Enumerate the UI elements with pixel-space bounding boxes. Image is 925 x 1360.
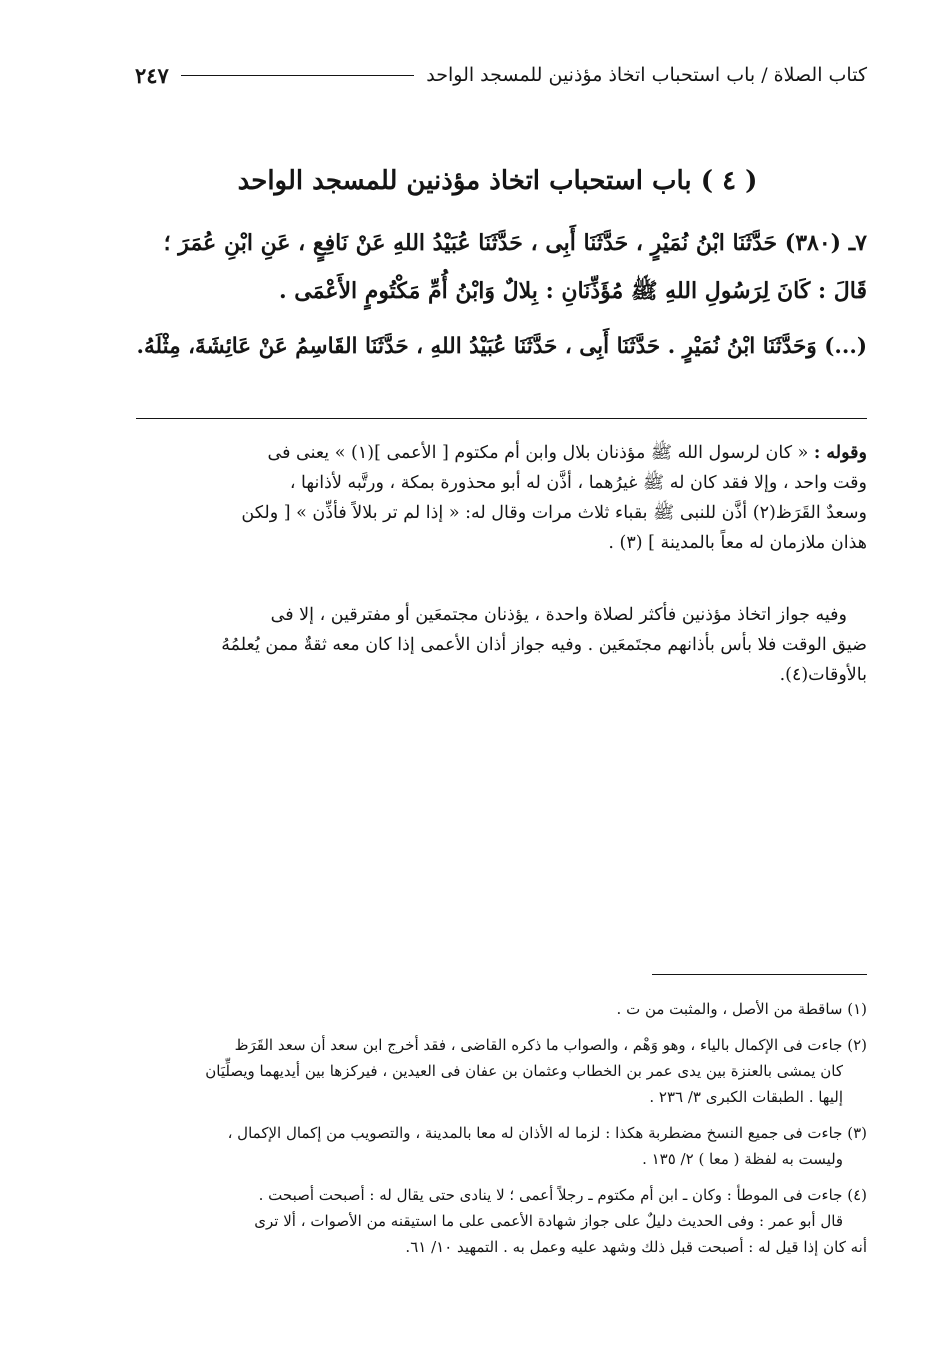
footnote-line: وليست به لفظة ( معا ) ٢/ ١٣٥ . — [642, 1150, 843, 1168]
commentary-lead: وقوله : — [813, 443, 867, 463]
footnote-line: (٣) جاءت فى جميع النسخ مضطربة هكذا : لزما له الأذان له معا بالمدينة ، والتصويب من إكمال الإكمال ، — [227, 1124, 867, 1142]
commentary-line — [133, 438, 867, 468]
commentary-line: وقت واحد ، وإلا فقد كان له ﷺ غيرُهما ، أذَّن له أبو محذورة بمكة ، ورتَّبه لأذانها ، — [289, 473, 867, 493]
footnote-divider — [652, 974, 867, 975]
commentary-line: وسعدٌ القَرَظ(٢) أذَّن للنبى ﷺ بقباء ثلاث مرات وقال له: « إذا لم تر بلالاً فأذِّن » [ ولكن — [241, 503, 867, 523]
footnotes — [133, 996, 867, 1270]
footnote-line: إليها . الطبقات الكبرى ٣/ ٢٣٦ . — [649, 1088, 843, 1106]
footnote-line: (٢) جاءت فى الإكمال بالياء ، وهو وَهْم ، والصواب ما ذكره القاضى ، فقد أخرج ابن سعد أن سعد القَرَظ — [234, 1036, 867, 1054]
commentary-line: ضيق الوقت فلا بأس بأذانهم مجتَمعَين . وفيه جواز أذان الأعمى إذا كان معه ثقةٌ ممن يُعلمُهُ — [221, 635, 867, 655]
footnote-line: (١) ساقطة من الأصل ، والمثبت من ت . — [616, 1000, 867, 1018]
header-rule — [181, 75, 414, 76]
chapter-heading: ( ٤ ) باب استحباب اتخاذ مؤذنين للمسجد الواحد — [237, 166, 758, 196]
hadith-line-1: ٧ـ (٣٨٠) حَدَّثَنَا ابْنُ نُمَيْرٍ ، حَدَّثَنَا أَبِى ، حَدَّثَنَا عُبَيْدُ اللهِ عَنْ نَافِعٍ ، عَنِ ابْنِ عُمَرَ ؛ — [163, 230, 867, 256]
commentary-paragraph-1 — [133, 438, 867, 558]
commentary-paragraph-2 — [133, 600, 867, 690]
footnote-line: (٤) جاءت فى الموطأ : وكان ـ ابن أم مكتوم ـ رجلاً أعمى ؛ لا ينادى حتى يقال له : أصبحت أصبحت . — [258, 1186, 867, 1204]
running-title: كتاب الصلاة / باب استحباب اتخاذ مؤذنين للمسجد الواحد — [426, 64, 867, 86]
commentary-line: بالأوقات(٤). — [779, 665, 867, 685]
footnote-3 — [133, 1120, 867, 1172]
footnote-line: قال أبو عمر : وفى الحديث دليلٌ على جواز شهادة الأعمى على ما استيقنه من الأصوات ، ألا ترى — [254, 1212, 843, 1230]
hadith-line-2: قَالَ : كَانَ لِرَسُولِ اللهِ ﷺ مُؤَذِّنَانِ : بِلالٌ وَابْنُ أُمِّ مَكْتُومٍ الأَعْمَى . — [278, 278, 867, 304]
hadith-line-3: (...) وَحَدَّثَنَا ابْنُ نُمَيْرٍ . حَدَّثَنَا أَبِى ، حَدَّثَنَا عُبَيْدُ اللهِ ، حَدَّثَنَا القَاسِمُ عَنْ عَائِشَةَ، مِثْلَهُ. — [136, 334, 867, 359]
footnote-4 — [133, 1182, 867, 1260]
commentary-line: هذان ملازمان له معاً بالمدينة ] (٣) . — [608, 533, 867, 553]
commentary-text: « كان لرسول الله ﷺ مؤذنان بلال وابن أم مكتوم [ الأعمى ](١) » يعنى فى — [267, 443, 809, 463]
section-divider — [136, 418, 867, 419]
footnote-1 — [133, 996, 867, 1022]
footnote-line: أنه كان إذا قيل له : أصبحت قبل ذلك وشهد عليه وعمل به . التمهيد ١٠/ ٦١. — [405, 1238, 867, 1256]
footnote-line: كان يمشى بالعنزة بين يدى عمر بن الخطاب وعثمان بن عفان فى العيدين ، فيركزها بين أيديهما ويصلِّيَان — [205, 1062, 843, 1080]
footnote-2 — [133, 1032, 867, 1110]
running-header — [135, 58, 867, 92]
page-number: ٢٤٧ — [135, 62, 169, 88]
commentary-line: وفيه جواز اتخاذ مؤذنين فأكثر لصلاة واحدة ، يؤذنان مجتمعَين أو مفترقين ، إلا فى — [270, 605, 847, 625]
